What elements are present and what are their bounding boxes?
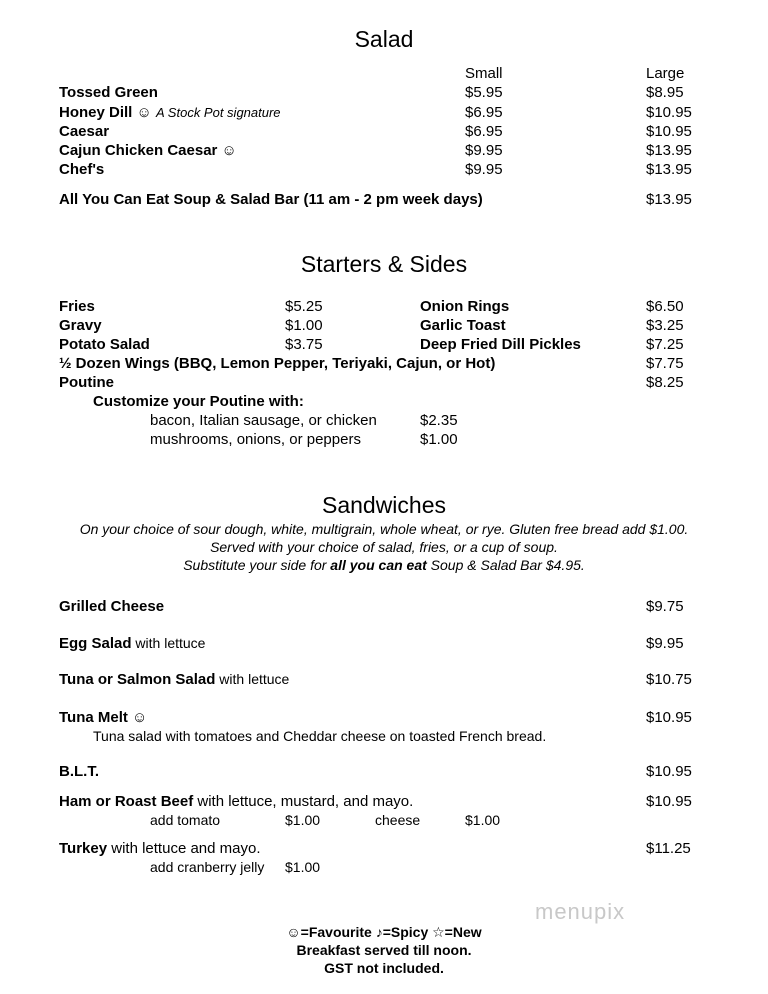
starter-name: Potato Salad [59,336,150,353]
salad-item-name: Caesar [59,123,110,140]
salad-col-large: Large [646,65,685,82]
salad-bar-name: All You Can Eat Soup & Salad Bar (11 am - 2 pm week days) [59,191,483,208]
addon-label: add cranberry jelly [150,859,265,875]
customize-option: bacon, Italian sausage, or chicken [150,412,377,429]
watermark-logo: menupix [535,899,626,924]
salad-item-small: $6.95 [465,123,503,140]
addon-price: $1.00 [285,812,321,828]
salad-item-name: Cajun Chicken Caesar ☺ [59,142,237,159]
salad-item-small: $9.95 [465,161,503,178]
wings-price: $7.75 [646,355,684,372]
salad-title: Salad [354,26,414,52]
sandwich-price: $11.25 [646,840,691,857]
sandwich-name: Tuna or Salmon Salad with lettuce [59,671,290,688]
sandwich-desc: with lettuce, mustard, and mayo. [193,793,414,810]
sandwiches-subtitle-3: Substitute your side for all you can eat Soup & Salad Bar $4.95. [183,557,585,573]
sandwich-price: $10.95 [646,709,692,726]
salad-item-large: $13.95 [646,142,692,159]
addon-label: cheese [375,812,421,828]
salad-item-large: $10.95 [646,104,692,121]
sandwich-price: $10.75 [646,671,692,688]
salad-item-name: Honey Dill ☺ A Stock Pot signature [59,104,281,121]
customize-option: mushrooms, onions, or peppers [150,431,361,448]
salad-item-name: Chef's [59,161,105,178]
sandwich-name: Egg Salad with lettuce [59,635,206,652]
starter-name: Deep Fried Dill Pickles [420,336,581,353]
starter-name: Garlic Toast [420,317,506,334]
starter-name: Gravy [59,317,102,334]
starter-name: Onion Rings [420,298,510,315]
salad-item-note: A Stock Pot signature [156,105,281,120]
addon-price: $1.00 [285,859,321,875]
salad-item-small: $5.95 [465,84,503,101]
sandwich-price: $10.95 [646,793,692,810]
customize-price: $2.35 [420,412,458,429]
starter-price: $6.50 [646,298,684,315]
salad-item-large: $13.95 [646,161,692,178]
sandwich-desc: with lettuce [131,635,206,651]
sandwich-desc: with lettuce and mayo. [107,840,261,857]
salad-bar-price: $13.95 [646,191,692,208]
customize-label: Customize your Poutine with: [93,393,304,410]
starter-price: $3.75 [285,336,323,353]
starters-title: Starters & Sides [300,251,468,277]
sandwiches-title: Sandwiches [321,492,447,518]
sandwiches-subtitle-2: Served with your choice of salad, fries, or a cup of soup. [210,539,558,555]
salad-item-name: Tossed Green [59,84,158,101]
starter-name: Fries [59,298,95,315]
starter-price: $3.25 [646,317,684,334]
salad-col-small: Small [465,65,503,82]
wings-name: ½ Dozen Wings (BBQ, Lemon Pepper, Teriyaki, Cajun, or Hot) [59,355,496,372]
sandwich-name: Grilled Cheese [59,598,165,615]
addon-label: add tomato [150,812,221,828]
sandwich-price: $9.75 [646,598,684,615]
sandwich-name: Ham or Roast Beef with lettuce, mustard, and mayo. [59,793,414,810]
sandwich-name: B.L.T. [59,763,99,780]
tuna-melt-detail: Tuna salad with tomatoes and Cheddar cheese on toasted French bread. [93,728,547,744]
sandwich-desc: with lettuce [215,671,290,687]
salad-item-small: $6.95 [465,104,503,121]
salad-item-large: $8.95 [646,84,684,101]
sandwich-price: $10.95 [646,763,692,780]
salad-item-small: $9.95 [465,142,503,159]
starter-price: $5.25 [285,298,323,315]
sandwiches-subtitle-1: On your choice of sour dough, white, multigrain, whole wheat, or rye. Gluten free bread add $1.00. [79,521,689,537]
poutine-name: Poutine [59,374,114,391]
footer-gst: GST not included. [324,960,444,976]
addon-price: $1.00 [465,812,501,828]
footer-legend: ☺=Favourite ♪=Spicy ☆=New [286,924,482,940]
footer-breakfast: Breakfast served till noon. [296,942,472,958]
starter-price: $7.25 [646,336,684,353]
sandwich-name: Turkey with lettuce and mayo. [59,840,261,857]
customize-price: $1.00 [420,431,458,448]
starter-price: $1.00 [285,317,323,334]
poutine-price: $8.25 [646,374,684,391]
salad-item-large: $10.95 [646,123,692,140]
sandwich-name: Tuna Melt ☺ [59,709,148,726]
sandwich-price: $9.95 [646,635,684,652]
